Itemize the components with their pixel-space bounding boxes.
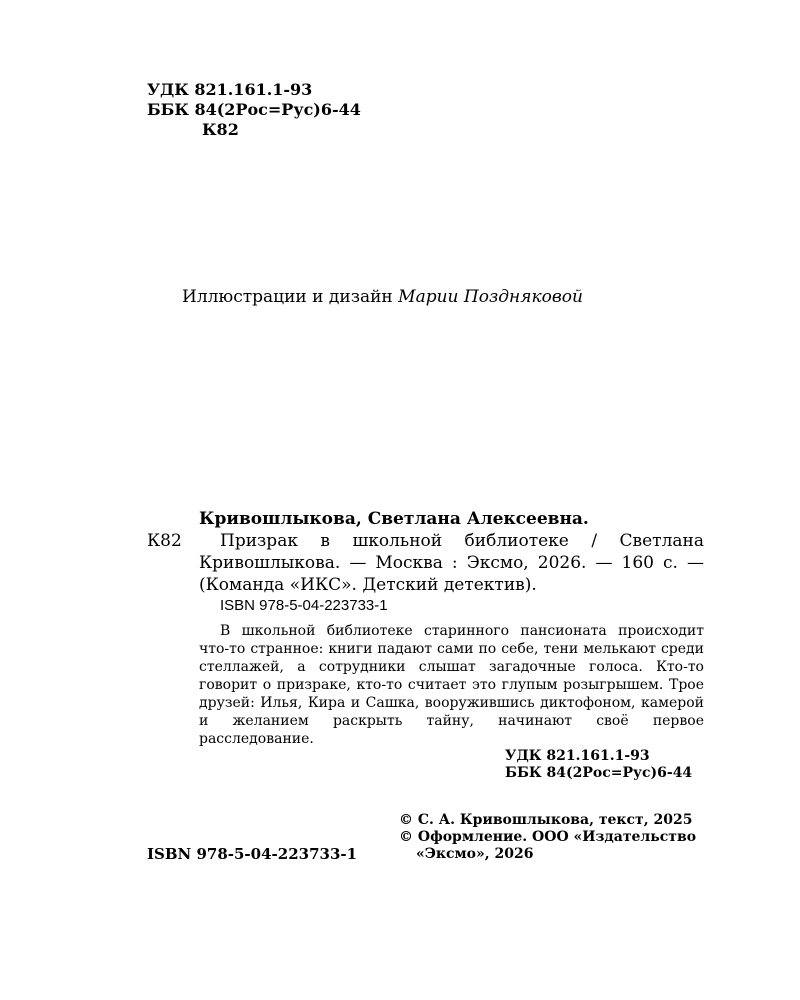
copyright-design-line-1: © Оформление. ООО «Издательство [399,829,697,845]
copyright-design-line-2: «Эксмо», 2026 [416,846,534,862]
bib-description: Призрак в школьной библиотеке / Светлана Кривошлыкова. — Москва : Эксмо, 2026. — 160 с. — (Команда «ИКС». Детский детектив). [199,531,704,595]
bib-author-heading: Кривошлыкова, Светлана Алексеевна. [199,509,589,529]
copyright-block [399,812,696,863]
udk-code-bottom: УДК 821.161.1-93 [505,748,650,764]
bib-isbn: ISBN 978-5-04-223733-1 [220,597,388,614]
annotation-paragraph: В школьной библиотеке старинного пансионата происходит что-то странное: книги падают сами по себе, тени мелькают среди стеллажей, а сотрудники слышат загадочные голоса. Кто-то говорит о призраке, кто-то считает это глупым розыгрышем. Трое друзей: Илья, Кира и Сашка, вооружившись диктофоном, камерой и желанием раскрыть тайну, начинают своё первое расследование. [199,623,704,747]
classification-block-top [147,80,361,140]
copyright-text-line: © С. А. Кривошлыкова, текст, 2025 [399,812,693,828]
bbk-code-bottom: ББК 84(2Рос=Рус)6-44 [505,765,693,781]
udk-code: УДК 821.161.1-93 [147,80,313,99]
bib-author-sign-code: К82 [147,531,182,551]
illustrator-name: Марии Поздняковой [398,287,583,307]
illustrator-prefix: Иллюстрации и дизайн [182,287,399,307]
classification-block-bottom [505,748,692,782]
bbk-code: ББК 84(2Рос=Рус)6-44 [147,100,361,119]
author-sign-code: К82 [202,120,239,139]
isbn-bottom: ISBN 978-5-04-223733-1 [147,845,358,863]
illustrator-credit [182,286,583,308]
